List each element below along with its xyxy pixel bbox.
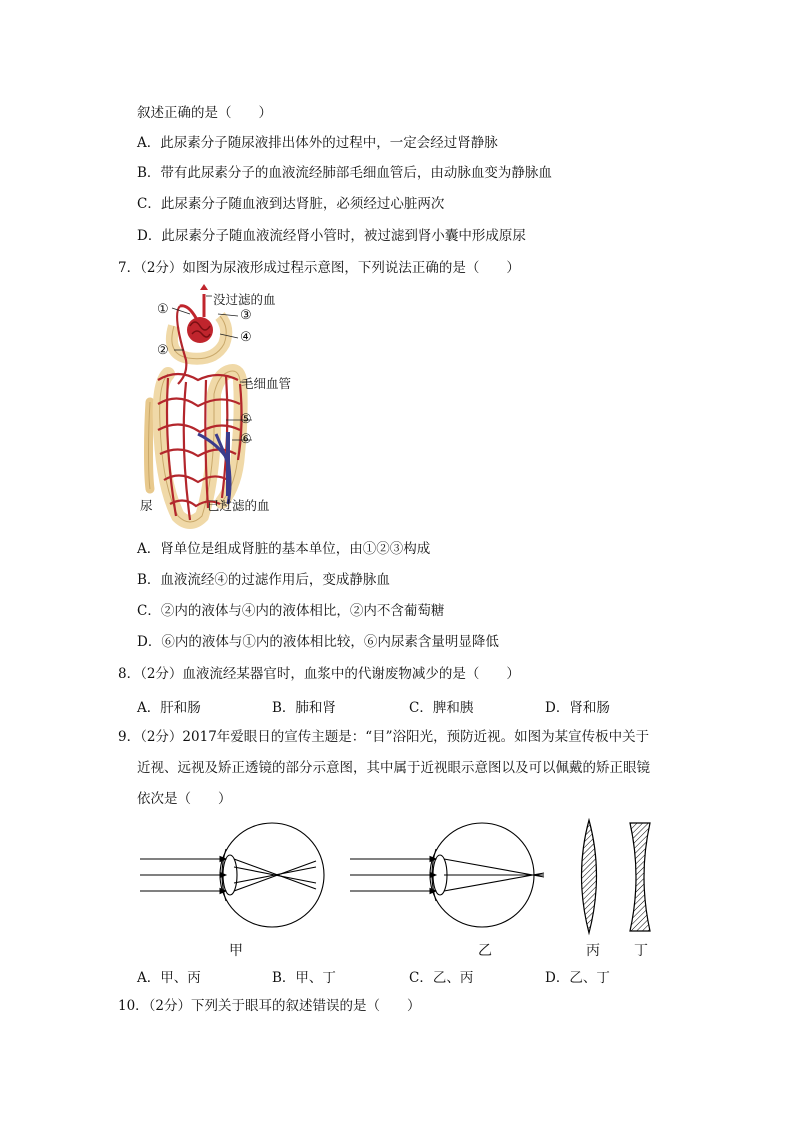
label-num-5: ⑤ [240,412,252,427]
q8-option-b: B．肺和肾 [272,700,336,716]
label-jia: 甲 [229,943,243,959]
q9-stem-line2: 近视、远视及矫正透镜的部分示意图，其中属于近视眼示意图以及可以佩戴的矫正眼镜 [137,760,650,776]
q10-stem: 10．（2分）下列关于眼耳的叙述错误的是（ ） [118,998,421,1014]
q6-option-b: B．带有此尿素分子的血液流经肺部毛细血管后，由动脉血变为静脉血 [137,165,552,181]
eye-figure [130,815,690,940]
q6-option-c: C．此尿素分子随血液到达肾脏，必须经过心脏两次 [137,196,445,212]
label-num-3: ③ [240,308,252,323]
q7-option-b: B．血液流经④的过滤作用后，变成静脉血 [137,572,390,588]
label-num-2: ② [157,343,169,358]
eye-jia [140,823,324,927]
eye-yi [350,823,544,927]
q9-option-c: C．乙、丙 [409,970,474,986]
q6-option-a: A．此尿素分子随尿液排出体外的过程中，一定会经过肾静脉 [137,135,498,151]
q8-stem: 8．（2分）血液流经某器官时，血浆中的代谢废物减少的是（ ） [118,666,520,682]
label-num-6: ⑥ [240,432,252,447]
q9-option-b: B．甲、丁 [272,970,336,986]
q8-option-d: D．肾和肠 [545,700,610,716]
q8-option-c: C．脾和胰 [409,700,474,716]
q9-stem-line3: 依次是（ ） [137,791,232,807]
q9-stem-line1: 9．（2分）2017年爱眼日的宣传主题是：“目”浴阳光，预防近视。如图为某宣传板中关于 [118,729,650,745]
label-bing: 丙 [586,943,600,959]
q8-option-a: A．肝和肠 [137,700,201,716]
q7-option-d: D．⑥内的液体与①内的液体相比较，⑥内尿素含量明显降低 [137,634,499,650]
q9-option-d: D．乙、丁 [545,970,610,986]
nephron-figure [128,284,328,532]
q7-option-c: C．②内的液体与④内的液体相比，②内不含葡萄糖 [137,603,445,619]
concave-lens [630,823,650,931]
label-filtered-blood: 已过滤的血 [207,498,270,513]
q7-option-a: A．肾单位是组成肾脏的基本单位，由①②③构成 [137,541,431,557]
label-urine: 尿 [140,498,153,513]
label-unfiltered-blood: 没过滤的血 [213,292,276,307]
label-yi: 乙 [478,943,492,959]
label-ding: 丁 [634,943,648,959]
q9-option-a: A．甲、丙 [137,970,201,986]
q6-option-d: D．此尿素分子随血液流经肾小管时，被过滤到肾小囊中形成原尿 [137,228,526,244]
q6-stem-tail: 叙述正确的是（ ） [137,105,272,121]
label-num-1: ① [157,302,169,317]
convex-lens [582,820,597,933]
label-capillary: 毛细血管 [241,376,292,391]
eye-diagram [130,815,690,940]
label-num-4: ④ [240,330,252,345]
q7-stem: 7．（2分）如图为尿液形成过程示意图，下列说法正确的是（ ） [118,260,520,276]
nephron-diagram [128,284,328,532]
